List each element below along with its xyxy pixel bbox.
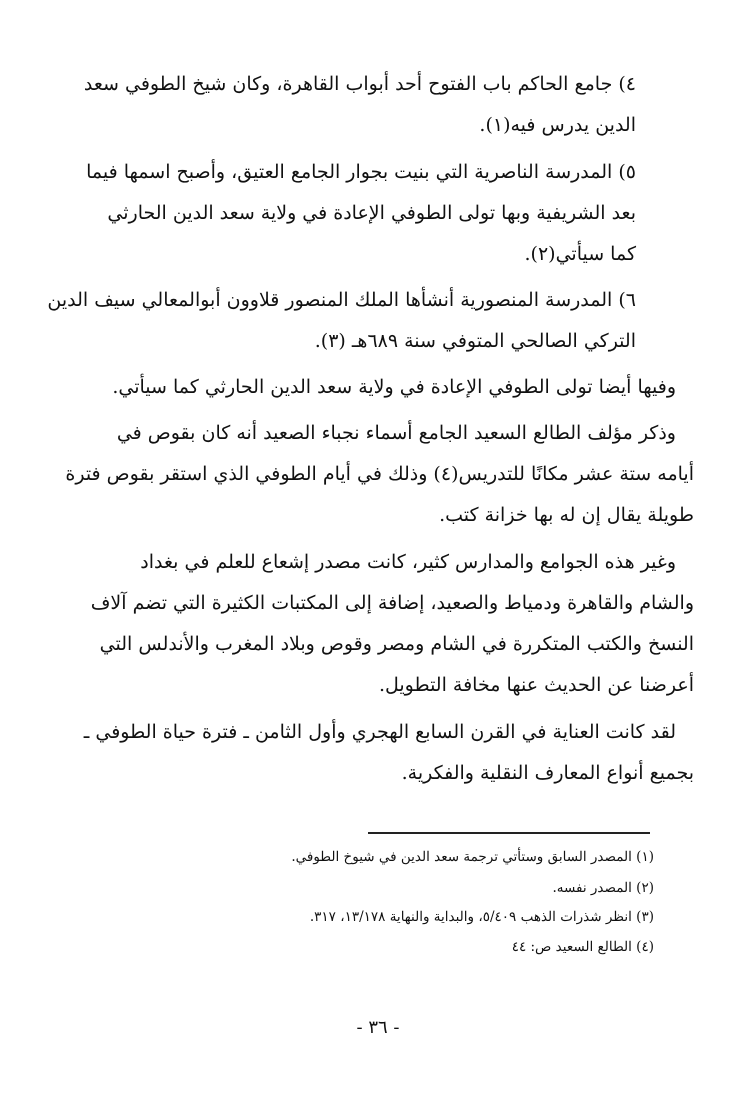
footnote-separator bbox=[368, 832, 650, 834]
body-line-14: النسخ والكتب المتكررة في الشام ومصر وقوص وبلاد المغرب والأندلس التي bbox=[99, 633, 694, 655]
footnote-1: (١) المصدر السابق وستأتي ترجمة سعد الدين في شيوخ الطوفي. bbox=[291, 849, 654, 865]
body-line-1: ٤) جامع الحاكم باب الفتوح أحد أبواب القاهرة، وكان شيخ الطوفي سعد bbox=[83, 73, 636, 95]
body-line-4: بعد الشريفية وبها تولى الطوفي الإعادة في ولاية سعد الدين الحارثي bbox=[107, 202, 636, 224]
body-line-5: كما سيأتي(٢). bbox=[524, 243, 636, 265]
body-line-17: بجميع أنواع المعارف النقلية والفكرية. bbox=[401, 762, 694, 784]
body-line-12: وغير هذه الجوامع والمدارس كثير، كانت مصدر إشعاع للعلم في بغداد bbox=[140, 551, 676, 573]
body-line-10: أيامه ستة عشر مكانًا للتدريس(٤) وذلك في أيام الطوفي الذي استقر بقوص فترة bbox=[65, 463, 694, 485]
body-line-15: أعرضنا عن الحديث عنها مخافة التطويل. bbox=[378, 674, 694, 696]
body-line-6: ٦) المدرسة المنصورية أنشأها الملك المنصور قلاوون أبوالمعالي سيف الدين bbox=[47, 289, 636, 311]
footnote-3: (٣) انظر شذرات الذهب ٥/٤٠٩، والبداية والنهاية ١٣/١٧٨، ٣١٧. bbox=[309, 909, 654, 925]
footnote-2: (٢) المصدر نفسه. bbox=[552, 880, 654, 896]
body-line-3: ٥) المدرسة الناصرية التي بنيت بجوار الجامع العتيق، وأصبح اسمها فيما bbox=[86, 161, 636, 183]
body-line-11: طويلة يقال إن له بها خزانة كتب. bbox=[439, 504, 694, 526]
footnote-4: (٤) الطالع السعيد ص: ٤٤ bbox=[511, 939, 654, 955]
body-line-13: والشام والقاهرة ودمياط والصعيد، إضافة إلى المكتبات الكثيرة التي تضم آلاف bbox=[90, 592, 694, 614]
body-line-16: لقد كانت العناية في القرن السابع الهجري وأول الثامن ـ فترة حياة الطوفي ـ bbox=[83, 721, 676, 743]
body-line-7: التركي الصالحي المتوفي سنة ٦٨٩هـ (٣). bbox=[314, 330, 636, 352]
page-number: - ٣٦ - bbox=[356, 1017, 400, 1038]
body-line-8: وفيها أيضا تولى الطوفي الإعادة في ولاية سعد الدين الحارثي كما سيأتي. bbox=[112, 376, 676, 398]
body-line-2: الدين يدرس فيه(١). bbox=[479, 114, 636, 136]
body-line-9: وذكر مؤلف الطالع السعيد الجامع أسماء نجباء الصعيد أنه كان بقوص في bbox=[116, 422, 676, 444]
